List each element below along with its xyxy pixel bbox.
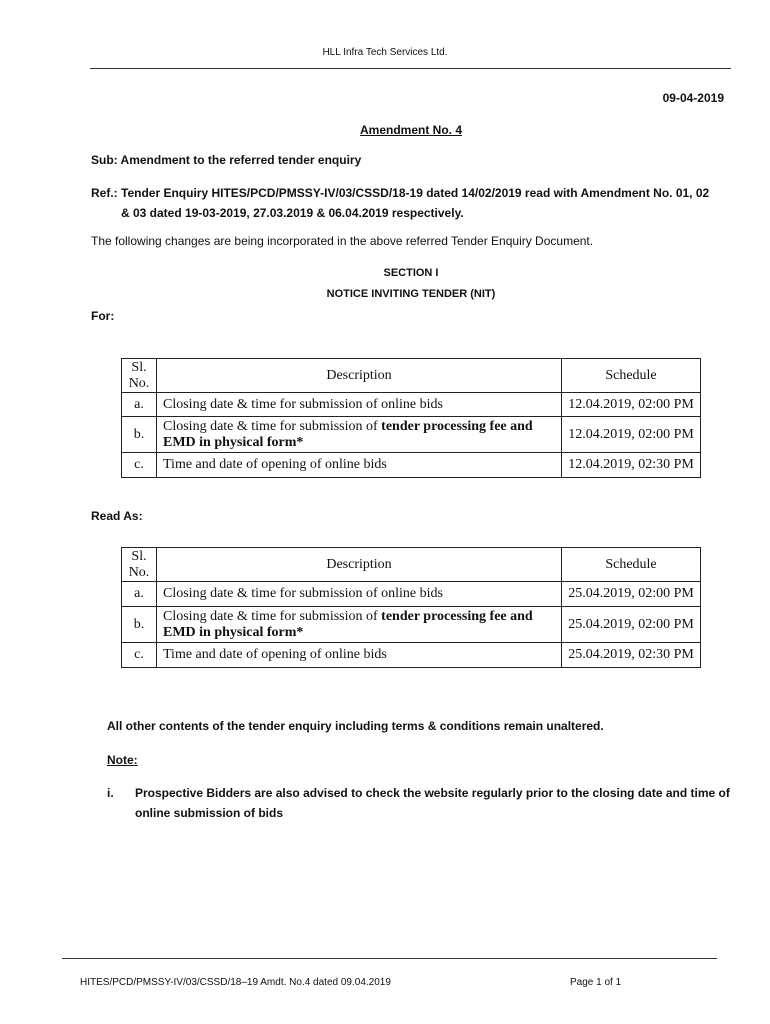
row-sl: b. [122, 607, 157, 643]
row-description: Time and date of opening of online bids [157, 453, 562, 478]
row-sl: c. [122, 453, 157, 478]
note-label: Note: [107, 753, 138, 767]
row-schedule: 12.04.2019, 02:00 PM [562, 417, 701, 453]
read-as-label: Read As: [91, 509, 143, 523]
row-sl: a. [122, 393, 157, 417]
table-header-row [122, 359, 701, 393]
footer-reference: HITES/PCD/PMSSY-IV/03/CSSD/18–19 Amdt. No.4 dated 09.04.2019 [80, 977, 391, 988]
header-description: Description [157, 359, 562, 393]
table-header-row [122, 548, 701, 582]
row-schedule: 12.04.2019, 02:00 PM [562, 393, 701, 417]
reference-line-1: Ref.: Tender Enquiry HITES/PCD/PMSSY-IV/03/CSSD/18-19 dated 14/02/2019 read with Amendment No. 01, 02 [91, 186, 710, 200]
section-title: SECTION I [383, 267, 439, 279]
row-sl: b. [122, 417, 157, 453]
table-row [122, 417, 701, 453]
for-schedule-table [121, 358, 701, 478]
header-schedule: Schedule [562, 548, 701, 582]
table-row [122, 643, 701, 668]
reference-line-2: & 03 dated 19-03-2019, 27.03.2019 & 06.04.2019 respectively. [121, 206, 464, 220]
intro-text: The following changes are being incorporated in the above referred Tender Enquiry Document. [91, 234, 594, 248]
desc-plain: Closing date & time for submission of [163, 608, 382, 624]
row-schedule: 12.04.2019, 02:30 PM [562, 453, 701, 478]
row-sl: c. [122, 643, 157, 668]
desc-plain: Closing date & time for submission of [163, 418, 382, 434]
read-as-schedule-table [121, 547, 701, 668]
table-row [122, 393, 701, 417]
row-schedule: 25.04.2019, 02:00 PM [562, 582, 701, 607]
table-row [122, 453, 701, 478]
row-schedule: 25.04.2019, 02:30 PM [562, 643, 701, 668]
row-description: Time and date of opening of online bids [157, 643, 562, 668]
table-row [122, 607, 701, 643]
row-description: Closing date & time for submission of online bids [157, 393, 562, 417]
row-description [157, 417, 562, 453]
row-description: Closing date & time for submission of online bids [157, 582, 562, 607]
section-subtitle: NOTICE INVITING TENDER (NIT) [326, 288, 496, 300]
page-number: Page 1 of 1 [570, 977, 622, 988]
header-divider [90, 68, 731, 69]
other-contents-text: All other contents of the tender enquiry including terms & conditions remain unaltered. [107, 719, 604, 733]
row-sl: a. [122, 582, 157, 607]
header-schedule: Schedule [562, 359, 701, 393]
subject-line: Sub: Amendment to the referred tender enquiry [91, 153, 362, 167]
desc-bold: tender processing fee and EMD in physical form* [163, 608, 533, 640]
row-description [157, 607, 562, 643]
document-date: 09-04-2019 [662, 91, 724, 105]
table-row [122, 582, 701, 607]
amendment-title: Amendment No. 4 [359, 123, 462, 137]
for-label: For: [91, 309, 115, 323]
note-item-line-1: Prospective Bidders are also advised to check the website regularly prior to the closing date and time of [135, 786, 730, 800]
footer-divider [62, 958, 717, 959]
header-description: Description [157, 548, 562, 582]
desc-bold: tender processing fee and EMD in physical form* [163, 418, 533, 450]
header-sl-no: Sl. No. [122, 359, 157, 393]
note-item-number: i. [107, 786, 114, 800]
row-schedule: 25.04.2019, 02:00 PM [562, 607, 701, 643]
header-company: HLL Infra Tech Services Ltd. [322, 47, 448, 58]
note-item-line-2: online submission of bids [135, 806, 284, 820]
header-sl-no: Sl. No. [122, 548, 157, 582]
